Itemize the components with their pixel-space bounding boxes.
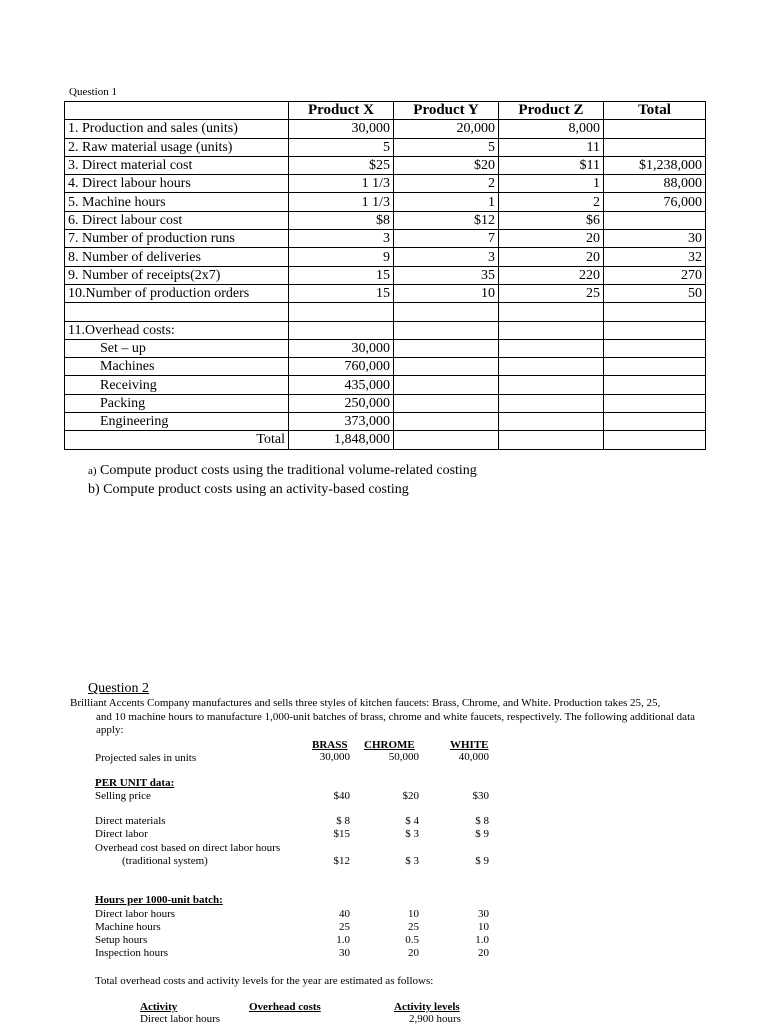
hours-row-value: 1.0 xyxy=(475,934,489,946)
hours-row-value: 30 xyxy=(478,908,489,920)
cell-product-x: 1 1/3 xyxy=(289,175,394,193)
table-row xyxy=(65,175,706,193)
overhead-value: 373,000 xyxy=(289,413,394,431)
table-row xyxy=(65,193,706,211)
oh-label2: (traditional system) xyxy=(122,855,208,867)
overhead-value: 250,000 xyxy=(289,394,394,412)
hours-row-value: 10 xyxy=(408,908,419,920)
table-row xyxy=(65,211,706,229)
table-row xyxy=(65,138,706,156)
hours-row-label: Machine hours xyxy=(95,921,161,933)
cell-product-y: $20 xyxy=(394,156,499,174)
task-b: b) Compute product costs using an activity-based costing xyxy=(88,482,409,497)
row-label: 5. Machine hours xyxy=(65,193,289,211)
oh-brass: $12 xyxy=(333,855,350,867)
cell-total: 76,000 xyxy=(604,193,706,211)
dl-chrome: $ 3 xyxy=(405,828,419,840)
cell-product-z: 220 xyxy=(499,266,604,284)
cell-product-y: 35 xyxy=(394,266,499,284)
row-label: 8. Number of deliveries xyxy=(65,248,289,266)
header-product-x: Product X xyxy=(289,102,394,120)
cell-product-z: 1 xyxy=(499,175,604,193)
table-row xyxy=(65,284,706,302)
table-row xyxy=(65,266,706,284)
row-label: 10.Number of production orders xyxy=(65,284,289,302)
overhead-row xyxy=(65,339,706,357)
overhead-label: Engineering xyxy=(65,413,289,431)
cell-total: 30 xyxy=(604,230,706,248)
cell-product-x: 15 xyxy=(289,266,394,284)
overhead-value: 760,000 xyxy=(289,358,394,376)
row-label: 6. Direct labour cost xyxy=(65,211,289,229)
dl-label: Direct labor xyxy=(95,828,148,840)
hours-row-value: 30 xyxy=(339,947,350,959)
question2-intro xyxy=(70,697,710,738)
hours-row-value: 20 xyxy=(408,947,419,959)
cell-total: 50 xyxy=(604,284,706,302)
overhead-total-row xyxy=(65,431,706,449)
overhead-row xyxy=(65,394,706,412)
oh-white: $ 9 xyxy=(475,855,489,867)
per-unit-heading: PER UNIT data: xyxy=(95,777,175,789)
table-header-row xyxy=(65,102,706,120)
cell-total: 88,000 xyxy=(604,175,706,193)
cell-product-y: 1 xyxy=(394,193,499,211)
cell-product-z: 25 xyxy=(499,284,604,302)
overhead-row xyxy=(65,413,706,431)
hours-row-value: 20 xyxy=(478,947,489,959)
projected-label: Projected sales in units xyxy=(95,752,197,764)
total-oh-text: Total overhead costs and activity levels for the year are estimated as follows: xyxy=(95,975,434,987)
activity-row-label: Direct labor hours xyxy=(140,1013,221,1025)
table-row xyxy=(65,120,706,138)
cell-product-z: 2 xyxy=(499,193,604,211)
question1-title: Question 1 xyxy=(69,86,117,98)
cell-total: $1,238,000 xyxy=(604,156,706,174)
oh-chrome: $ 3 xyxy=(405,855,419,867)
overhead-value: 30,000 xyxy=(289,339,394,357)
row-label: 2. Raw material usage (units) xyxy=(65,138,289,156)
selling-chrome: $20 xyxy=(402,790,419,802)
cell-product-x: 9 xyxy=(289,248,394,266)
hours-row-value: 40 xyxy=(339,908,350,920)
col-brass: BRASS xyxy=(312,739,348,751)
oh-label1: Overhead cost based on direct labor hours xyxy=(95,842,281,854)
overhead-total-value: 1,848,000 xyxy=(289,431,394,449)
col-chrome: CHROME xyxy=(364,739,415,751)
cell-total xyxy=(604,120,706,138)
row-label: 4. Direct labour hours xyxy=(65,175,289,193)
cell-product-z: 11 xyxy=(499,138,604,156)
cell-total: 32 xyxy=(604,248,706,266)
projected-brass: 30,000 xyxy=(319,751,350,763)
overhead-label: Packing xyxy=(65,394,289,412)
cell-product-y: 10 xyxy=(394,284,499,302)
cell-product-x: $25 xyxy=(289,156,394,174)
hours-row-label: Inspection hours xyxy=(95,947,169,959)
cell-product-x: 3 xyxy=(289,230,394,248)
cell-product-y: 2 xyxy=(394,175,499,193)
question2-title: Question 2 xyxy=(88,681,150,696)
cell-product-z: $6 xyxy=(499,211,604,229)
dl-brass: $15 xyxy=(333,828,350,840)
task-a-text: Compute product costs using the traditional volume-related costing xyxy=(100,463,477,478)
cell-total xyxy=(604,211,706,229)
question1-table xyxy=(64,101,706,450)
overhead-heading: 11.Overhead costs: xyxy=(65,321,289,339)
hours-row-value: 10 xyxy=(478,921,489,933)
selling-white: $30 xyxy=(472,790,489,802)
cell-product-y: 20,000 xyxy=(394,120,499,138)
cell-product-y: 7 xyxy=(394,230,499,248)
hours-row-value: 25 xyxy=(339,921,350,933)
cell-product-x: $8 xyxy=(289,211,394,229)
activity-header: Activity xyxy=(140,1001,178,1013)
activity-row-level: 2,900 hours xyxy=(409,1013,461,1025)
dm-brass: $ 8 xyxy=(336,815,350,827)
dm-chrome: $ 4 xyxy=(405,815,419,827)
cell-product-x: 5 xyxy=(289,138,394,156)
selling-label: Selling price xyxy=(95,790,151,802)
activity-levels-header: Activity levels xyxy=(394,1001,460,1013)
table-row xyxy=(65,156,706,174)
task-a xyxy=(88,463,477,479)
hours-row-label: Direct labor hours xyxy=(95,908,176,920)
overhead-label: Set – up xyxy=(65,339,289,357)
dm-white: $ 8 xyxy=(475,815,489,827)
header-blank xyxy=(65,102,289,120)
task-a-tag: a) xyxy=(88,465,97,477)
projected-white: 40,000 xyxy=(458,751,489,763)
cell-total xyxy=(604,138,706,156)
row-label: 1. Production and sales (units) xyxy=(65,120,289,138)
overhead-costs-header: Overhead costs xyxy=(249,1001,321,1013)
header-product-z: Product Z xyxy=(499,102,604,120)
overhead-total-label: Total xyxy=(65,431,289,449)
dm-label: Direct materials xyxy=(95,815,166,827)
hours-row-value: 25 xyxy=(408,921,419,933)
cell-product-z: 20 xyxy=(499,230,604,248)
projected-chrome: 50,000 xyxy=(388,751,419,763)
dl-white: $ 9 xyxy=(475,828,489,840)
hours-row-label: Setup hours xyxy=(95,934,148,946)
cell-product-y: 3 xyxy=(394,248,499,266)
overhead-value: 435,000 xyxy=(289,376,394,394)
row-label: 9. Number of receipts(2x7) xyxy=(65,266,289,284)
intro-rest: and 10 machine hours to manufacture 1,000-unit batches of brass, chrome and white faucets, respectively. The following additional data apply: xyxy=(96,710,696,736)
hours-row-value: 0.5 xyxy=(405,934,419,946)
overhead-label: Machines xyxy=(65,358,289,376)
selling-brass: $40 xyxy=(333,790,350,802)
cell-product-z: 8,000 xyxy=(499,120,604,138)
overhead-row xyxy=(65,376,706,394)
cell-product-y: $12 xyxy=(394,211,499,229)
header-product-y: Product Y xyxy=(394,102,499,120)
cell-product-z: 20 xyxy=(499,248,604,266)
table-spacer-row xyxy=(65,303,706,321)
cell-product-z: $11 xyxy=(499,156,604,174)
cell-product-x: 15 xyxy=(289,284,394,302)
intro-line1: Brilliant Accents Company manufactures and sells three styles of kitchen faucets: Brass, Chrome, and White. Production takes 25, 25, xyxy=(70,697,661,709)
row-label: 7. Number of production runs xyxy=(65,230,289,248)
table-row xyxy=(65,248,706,266)
overhead-label: Receiving xyxy=(65,376,289,394)
header-total: Total xyxy=(604,102,706,120)
hours-heading: Hours per 1000-unit batch: xyxy=(95,894,223,906)
overhead-row xyxy=(65,358,706,376)
cell-total: 270 xyxy=(604,266,706,284)
col-white: WHITE xyxy=(450,739,489,751)
row-label: 3. Direct material cost xyxy=(65,156,289,174)
overhead-heading-row xyxy=(65,321,706,339)
cell-product-x: 1 1/3 xyxy=(289,193,394,211)
cell-product-x: 30,000 xyxy=(289,120,394,138)
cell-product-y: 5 xyxy=(394,138,499,156)
table-row xyxy=(65,230,706,248)
hours-row-value: 1.0 xyxy=(336,934,350,946)
